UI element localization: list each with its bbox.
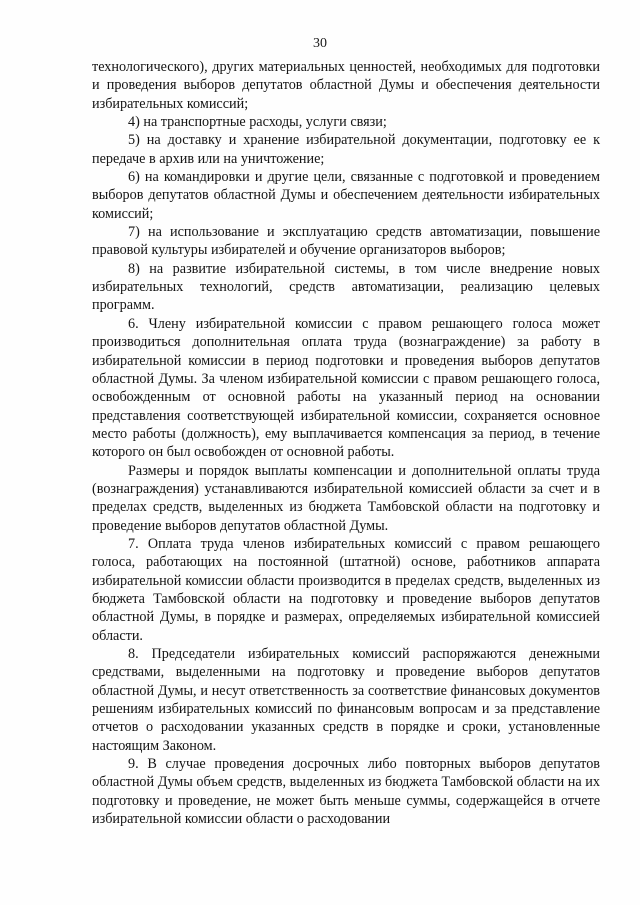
paragraph-item-7: 7) на использование и эксплуатацию средств автоматизации, повышение правовой культуры избирателей и обучение организаторов выборов; [92,224,600,259]
paragraph-continuation: технологического), других материальных ценностей, необходимых для подготовки и проведения выборов депутатов областной Думы и обеспечения деятельности избирательных комиссий; [92,59,600,112]
paragraph-section-7: 7. Оплата труда членов избирательных комиссий с правом решающего голоса, работающих на постоянной (штатной) основе, работников аппарата избирательной комиссии области производится в пределах средств, выделенных из бюджета Тамбовской области на подготовку и проведение выборов депутатов областной Думы, в порядке и размерах, определяемых избирательной комиссией области. [92,535,600,644]
paragraph-section-8: 8. Председатели избирательных комиссий распоряжаются денежными средствами, выделенными на подготовку и проведение выборов депутатов областной Думы, и несут ответственность за соответствие финансовых документов решениям избирательных комиссий по финансовым вопросам и за представление отчетов о расходовании указанных средств в порядке и сроки, установленные настоящим Законом. [92,646,600,754]
paragraph-section-6: 6. Члену избирательной комиссии с правом решающего голоса может производиться дополнительная оплата труда (вознаграждение) за работу в избирательной комиссии в период подготовки и проведения выборов депутатов областной Думы. За членом избирательной комиссии с правом решающего голоса, освобожденным от основной работы на указанный период на основании представления соответствующей избирательной комиссии, сохраняется основное место работы (должность), ему выплачивается компенсация за период, в течение которого он был освобожден от основной работы. [92,315,600,461]
document-body [92,58,600,828]
page-number: 30 [313,36,327,51]
paragraph-compensation: Размеры и порядок выплаты компенсации и дополнительной оплаты труда (вознаграждения) устанавливаются избирательной комиссией области за счет и в пределах средств, выделенных из бюджета Тамбовской области на подготовку и проведение выборов депутатов областной Думы. [92,462,600,534]
paragraph-section-9: 9. В случае проведения досрочных либо повторных выборов депутатов областной Думы объем средств, выделенных из бюджета Тамбовской области на их подготовку и проведение, не может быть меньше суммы, содержащейся в отчете избирательной комиссии области о расходовании [92,756,600,828]
paragraph-item-8: 8) на развитие избирательной системы, в том числе внедрение новых избирательных технологий, средств автоматизации, реализацию целевых программ. [92,260,600,314]
paragraph-item-6: 6) на командировки и другие цели, связанные с подготовкой и проведением выборов депутатов областной Думы и обеспечением деятельности избирательных комиссий; [92,169,600,222]
paragraph-item-4: 4) на транспортные расходы, услуги связи; [128,114,387,131]
paragraph-item-5: 5) на доставку и хранение избирательной документации, подготовку ее к передаче в архив или на уничтожение; [92,132,600,167]
